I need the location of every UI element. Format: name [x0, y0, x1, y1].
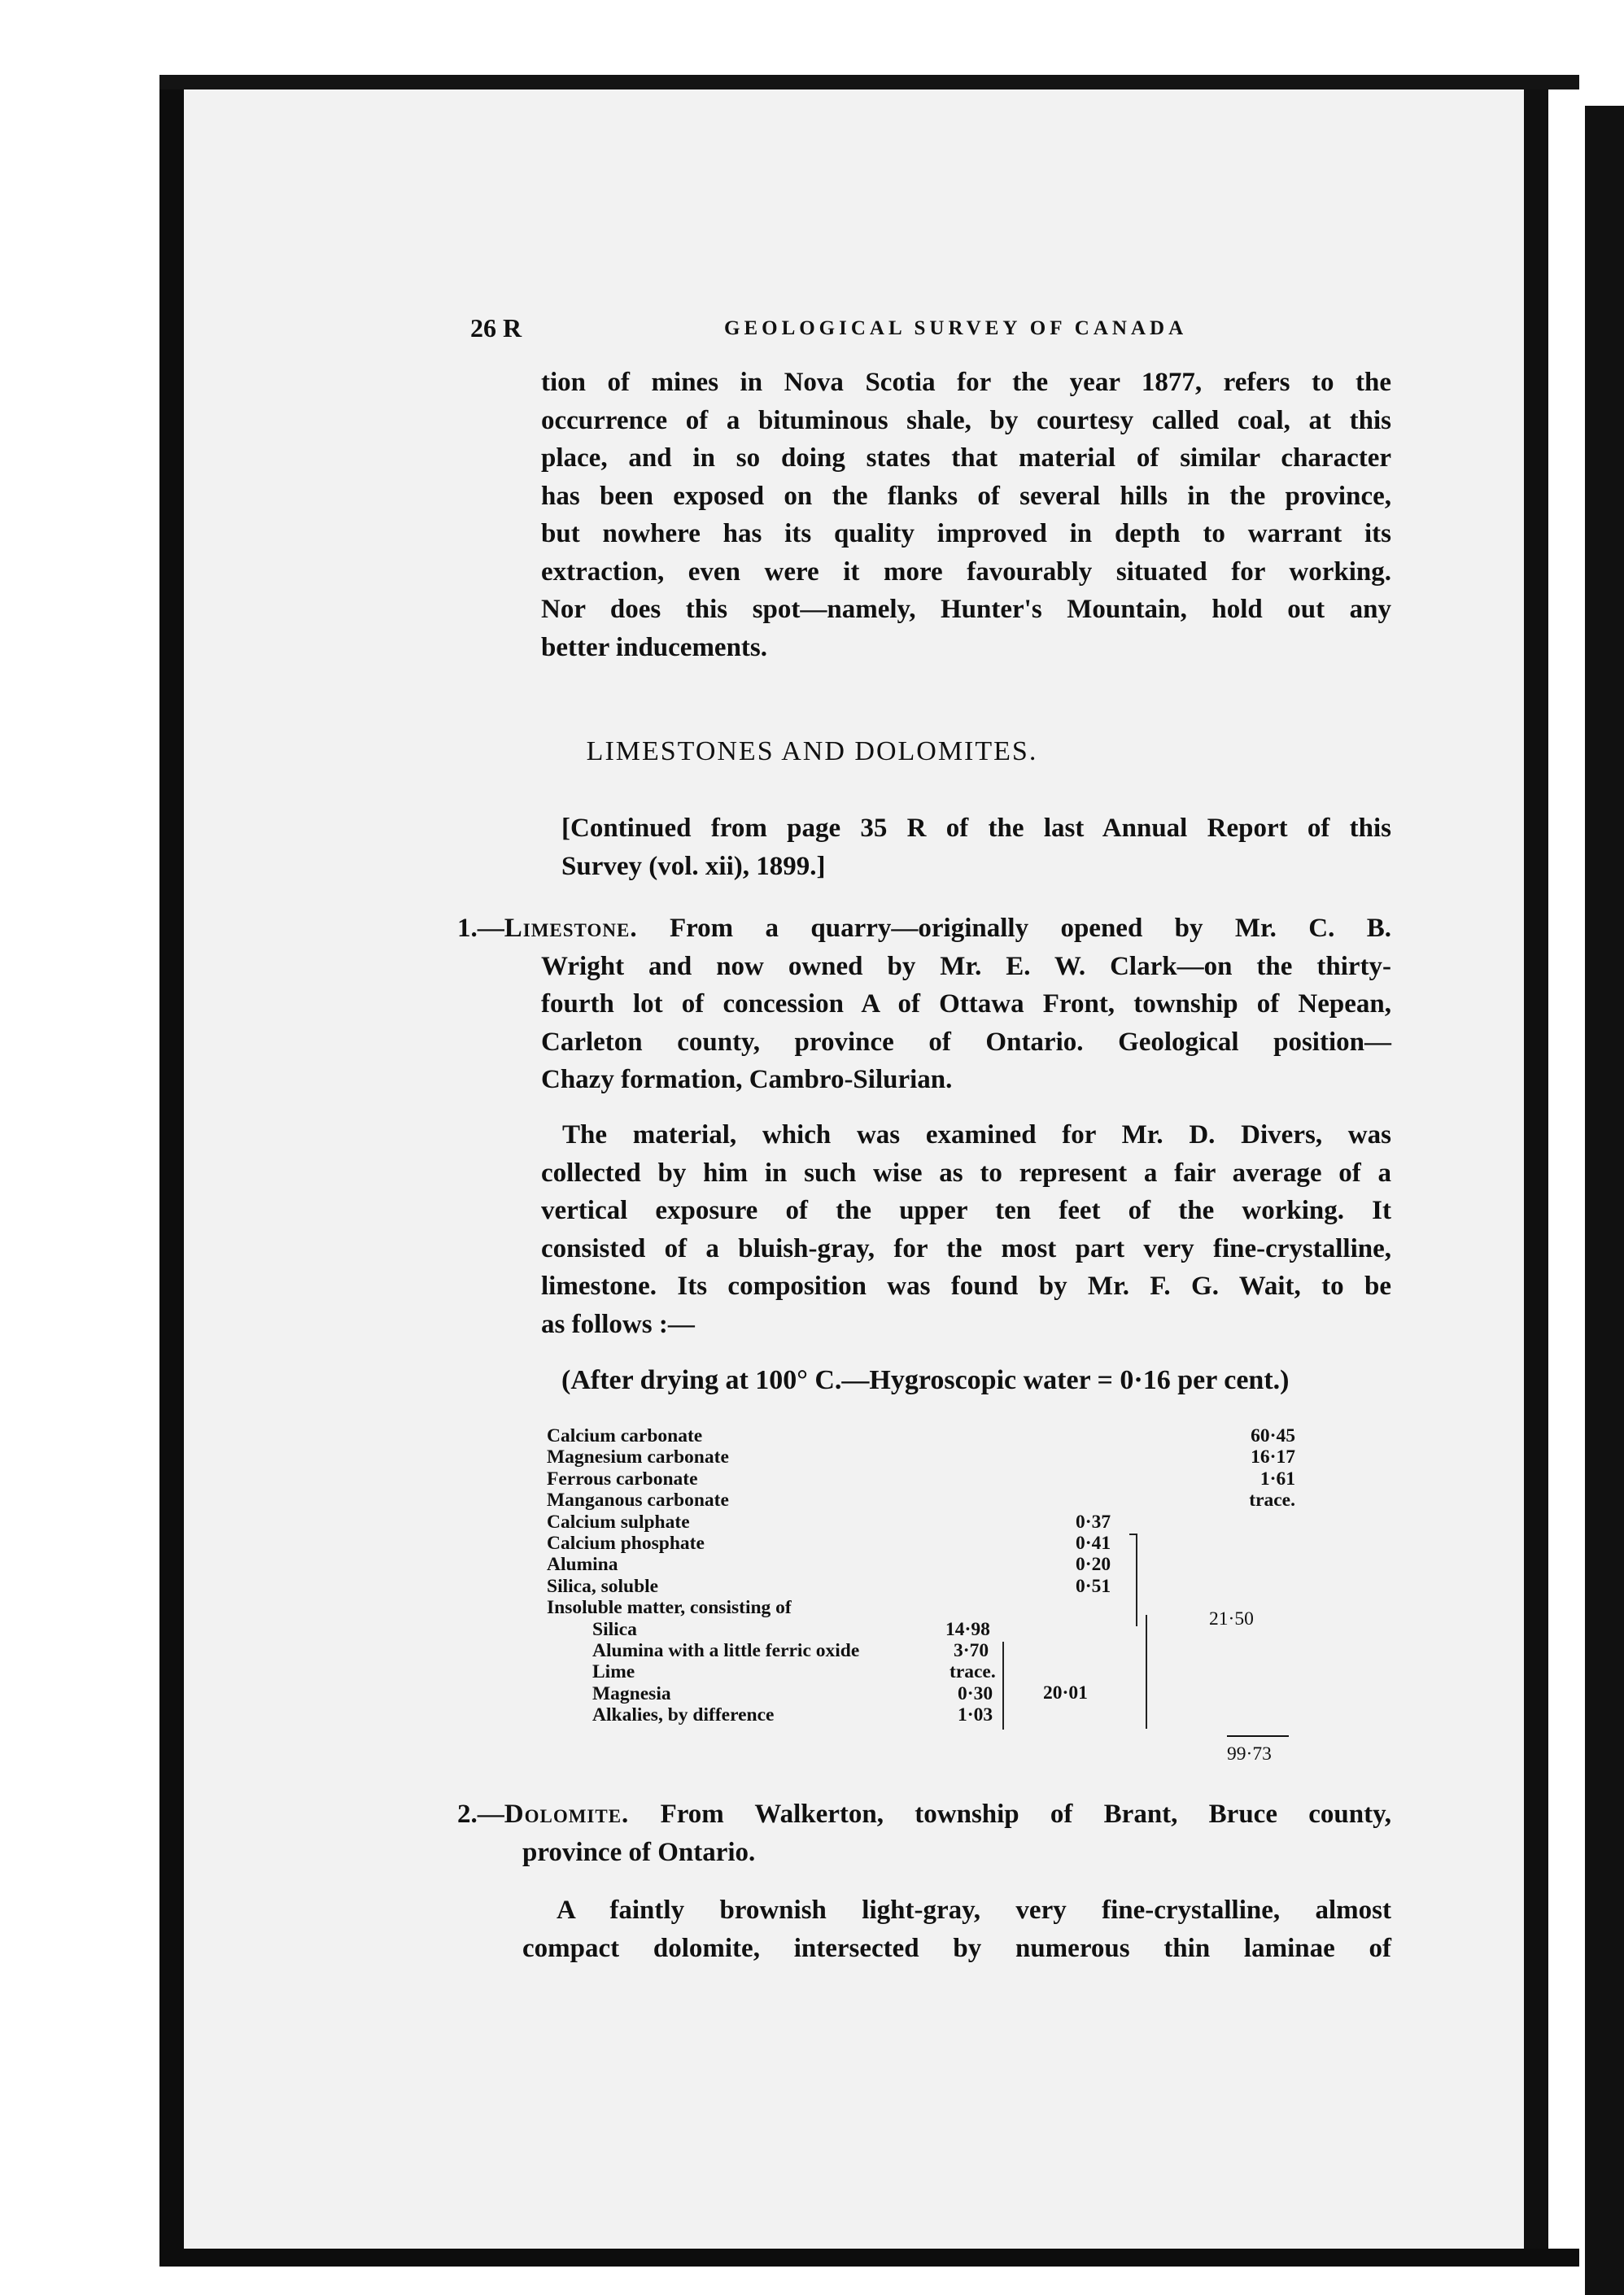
- text-line: Survey (vol. xii), 1899.]: [561, 851, 826, 881]
- component-name: Alumina: [547, 1554, 618, 1576]
- page-gutter: [1548, 98, 1585, 2270]
- insoluble-label: Insoluble matter, consisting of: [547, 1597, 792, 1619]
- item-text: From a quarry—originally opened by Mr. C. B.: [669, 914, 1391, 943]
- analysis-row: [547, 1576, 1295, 1597]
- running-title: GEOLOGICAL SURVEY OF CANADA: [724, 317, 1188, 339]
- text-line: but nowhere has its quality improved in depth to warrant its: [541, 519, 1391, 548]
- insoluble-brace: [998, 1642, 1004, 1730]
- component-value: 60·45: [1251, 1425, 1295, 1446]
- text-line: compact dolomite, intersected by numerous thin laminae of: [522, 1933, 1391, 1963]
- component-value: 3·70: [954, 1639, 989, 1661]
- item-2-body: [522, 1834, 1373, 1872]
- silicate-subtotal: 21·50: [1209, 1608, 1254, 1630]
- text-line: limestone. Its composition was found by Mr. F. G. Wait, to be: [541, 1272, 1391, 1301]
- analysis-subrow: [547, 1619, 1295, 1640]
- item-label: Dolomite.: [504, 1800, 630, 1829]
- analysis-row: [547, 1533, 1295, 1554]
- text-line: fourth lot of concession A of Ottawa Front, township of Nepean,: [541, 989, 1391, 1019]
- component-name: Calcium carbonate: [547, 1425, 703, 1446]
- text-line: as follows :—: [541, 1309, 695, 1339]
- scan-left-border: [159, 75, 184, 2263]
- text-line: vertical exposure of the upper ten feet of the working. It: [541, 1196, 1391, 1225]
- text-line: A faintly brownish light-gray, very fine-crystalline, almost: [557, 1896, 1391, 1925]
- component-name: Silica, soluble: [547, 1575, 659, 1597]
- page-number: 26 R: [470, 313, 522, 343]
- text-line: Carleton county, province of Ontario. Geological position—: [541, 1027, 1391, 1057]
- analysis-subrow: [547, 1640, 1295, 1661]
- analysis-row: [547, 1446, 1295, 1468]
- component-value: 0·51: [1076, 1575, 1111, 1597]
- component-name: Magnesium carbonate: [547, 1446, 729, 1468]
- intro-paragraph: [541, 364, 1391, 666]
- scan-bottom-border: [159, 2249, 1579, 2267]
- component-name: Manganous carbonate: [547, 1490, 729, 1512]
- analysis-table: [547, 1425, 1295, 1726]
- text-line: extraction, even were it more favourably situated for working.: [541, 556, 1391, 587]
- text-line: Nor does this spot—namely, Hunter's Mountain, hold out any: [541, 595, 1391, 624]
- component-value: 0·20: [1076, 1554, 1111, 1576]
- component-name: Alumina with a little ferric oxide: [592, 1639, 860, 1661]
- item-label: Limestone.: [504, 914, 638, 943]
- text-line: occurrence of a bituminous shale, by courtesy called coal, at this: [541, 405, 1391, 435]
- text-line: [Continued from page 35 R of the last Annual Report of this: [561, 814, 1391, 843]
- analysis-row: [547, 1490, 1295, 1511]
- component-value: 1·03: [958, 1704, 993, 1726]
- scan-top-border: [159, 75, 1579, 89]
- component-name: Calcium phosphate: [547, 1532, 705, 1554]
- analysis-subrow: [547, 1683, 1295, 1704]
- drying-note: (After drying at 100° C.—Hygroscopic water = 0·16 per cent.): [561, 1365, 1290, 1395]
- analysis-row: [547, 1597, 1295, 1618]
- total-rule: [1227, 1735, 1289, 1737]
- component-name: Magnesia: [592, 1682, 671, 1704]
- component-value: 0·41: [1076, 1532, 1111, 1554]
- text-line: province of Ontario.: [522, 1837, 756, 1867]
- silicate-brace: [1129, 1534, 1137, 1626]
- component-value: 0·30: [958, 1682, 993, 1704]
- text-line: collected by him in such wise as to represent a fair average of a: [541, 1158, 1391, 1188]
- component-value: 1·61: [1259, 1468, 1295, 1490]
- page-right-edge: [1524, 89, 1548, 2249]
- continued-note: [561, 809, 1391, 885]
- text-line: Chazy formation, Cambro-Silurian.: [541, 1065, 953, 1094]
- component-value: trace.: [950, 1661, 996, 1683]
- component-name: Lime: [592, 1661, 635, 1683]
- item-2-description: [522, 1891, 1391, 1967]
- analysis-subrow: [547, 1704, 1295, 1726]
- text-line: better inducements.: [541, 632, 768, 662]
- analysis-row: [547, 1512, 1295, 1533]
- component-value: 16·17: [1251, 1446, 1295, 1468]
- item-text: From Walkerton, township of Brant, Bruce county,: [660, 1800, 1391, 1829]
- component-name: Silica: [592, 1618, 637, 1640]
- section-heading: LIMESTONES AND DOLOMITES.: [586, 736, 1038, 766]
- text-line: has been exposed on the flanks of several hills in the province,: [541, 481, 1391, 511]
- item-1-body: [541, 948, 1391, 1099]
- scan-background-top: [0, 0, 1624, 77]
- component-name: Calcium sulphate: [547, 1511, 690, 1533]
- item-1-description: [541, 1116, 1391, 1343]
- item-1-heading: [457, 910, 1391, 948]
- grand-total: 99·73: [1227, 1743, 1272, 1765]
- analysis-row: [547, 1425, 1295, 1446]
- analysis-subrow: [547, 1661, 1295, 1682]
- component-value: 14·98: [945, 1618, 990, 1640]
- item-number: 2.—: [457, 1800, 504, 1829]
- component-value: trace.: [1249, 1490, 1295, 1512]
- text-line: tion of mines in Nova Scotia for the year 1877, refers to the: [541, 368, 1391, 397]
- text-line: Wright and now owned by Mr. E. W. Clark—on the thirty-: [541, 951, 1391, 981]
- component-value: 0·37: [1076, 1511, 1111, 1533]
- item-number: 1.—: [457, 914, 504, 943]
- item-2-heading: [457, 1795, 1391, 1834]
- analysis-row: [547, 1554, 1295, 1575]
- insoluble-subtotal: 20·01: [1043, 1682, 1088, 1704]
- outer-brace: [1141, 1615, 1147, 1729]
- text-line: place, and in so doing states that material of similar character: [541, 443, 1391, 473]
- component-name: Alkalies, by difference: [592, 1704, 775, 1726]
- analysis-row: [547, 1468, 1295, 1490]
- text-line: consisted of a bluish-gray, for the most part very fine-crystalline,: [541, 1233, 1391, 1263]
- next-page-edge: [1585, 106, 1624, 2295]
- component-name: Ferrous carbonate: [547, 1468, 698, 1490]
- text-line: The material, which was examined for Mr. D. Divers, was: [562, 1120, 1391, 1150]
